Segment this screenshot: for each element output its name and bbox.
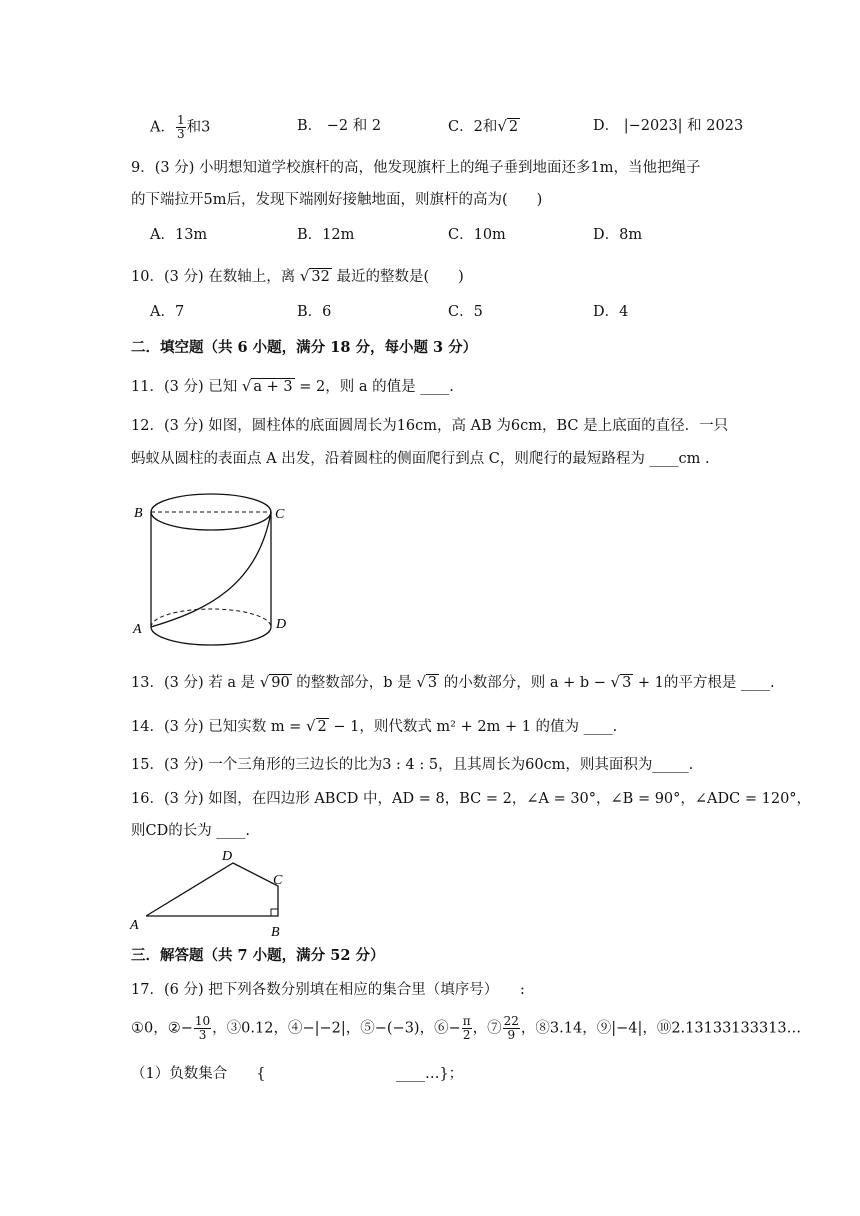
q10-option-c: C．5 bbox=[448, 304, 483, 320]
label-c: C bbox=[275, 507, 285, 522]
q8-option-a: A． $\frac{1}{3}$ 和3 bbox=[150, 113, 211, 141]
cylinder-figure bbox=[128, 490, 298, 660]
q13-stem: 13．(3 分) 若 a 是 √ 90 的整数部分，b 是 √ 3 的小数部分，则 a + b − √ 3 + 1的平方根是 ____. bbox=[131, 673, 775, 691]
q10-stem: 10．(3 分) 在数轴上，离 √ 32 最近的整数是( ) bbox=[131, 267, 464, 285]
q10-option-a: A．7 bbox=[150, 304, 185, 320]
q11-stem: 11．(3 分) 已知 √ a + 3 = 2，则 a 的值是 ____. bbox=[131, 377, 454, 395]
q9-line1: 9．(3 分) 小明想知道学校旗杆的高，他发现旗杆上的绳子垂到地面还多1m，当他把绳子 bbox=[131, 160, 701, 176]
ant-path-curve bbox=[151, 512, 271, 627]
section2-heading: 二．填空题（共 6 小题，满分 18 分，每小题 3 分） bbox=[131, 339, 478, 356]
label-b: B bbox=[134, 506, 143, 521]
cylinder-bottom-back bbox=[151, 609, 271, 627]
q8-option-c: C．2和√ 2 bbox=[448, 117, 519, 135]
q9-option-a: A．13m bbox=[150, 227, 208, 243]
q17-number-list: ①0，②− $\frac{10}{3}$ ，③0.12，④−|−2|，⑤−(−3)，⑥− $\frac{\pi}{2}$ ，⑦ $\frac{22}{9}$ ，⑧3.14，⑨|−4|，⑩2.13133133313… bbox=[131, 1014, 802, 1042]
q9-option-b: B．12m bbox=[297, 227, 355, 243]
cylinder-bottom-front bbox=[151, 627, 271, 645]
label-d: D bbox=[222, 849, 233, 864]
q8-option-b: B． −2 和 2 bbox=[297, 118, 382, 134]
section3-heading: 三．解答题（共 7 小题，满分 52 分） bbox=[131, 947, 385, 964]
label-a: A bbox=[130, 918, 139, 933]
label-c: C bbox=[273, 873, 283, 888]
q9-line2: 的下端拉开5m后，发现下端刚好接触地面，则旗杆的高为( ) bbox=[131, 192, 543, 208]
q12-line1: 12．(3 分) 如图，圆柱体的底面圆周长为16cm，高 AB 为6cm，BC 是上底面的直径．一只 bbox=[131, 418, 729, 434]
q10-option-d: D．4 bbox=[593, 304, 629, 320]
quadrilateral-figure bbox=[128, 846, 298, 938]
label-d: D bbox=[276, 617, 287, 632]
right-angle-mark bbox=[271, 909, 278, 916]
q9-option-c: C．10m bbox=[448, 227, 506, 243]
q17-line1: 17．(6 分) 把下列各数分别填在相应的集合里（填序号） : bbox=[131, 982, 525, 998]
q16-line1: 16．(3 分) 如图，在四边形 ABCD 中，AD = 8，BC = 2，∠A = 30°，∠B = 90°，∠ADC = 120°， bbox=[131, 791, 812, 807]
q12-line2: 蚂蚁从圆柱的表面点 A 出发，沿着圆柱的侧面爬行到点 C，则爬行的最短路程为 ____cm . bbox=[131, 451, 710, 467]
q15-stem: 15．(3 分) 一个三角形的三边长的比为3 : 4 : 5，且其周长为60cm，则其面积为_____. bbox=[131, 757, 694, 773]
q10-option-b: B．6 bbox=[297, 304, 332, 320]
quadrilateral-abcd bbox=[146, 863, 278, 916]
q9-option-d: D．8m bbox=[593, 227, 643, 243]
label-b: B bbox=[271, 925, 280, 938]
q14-stem: 14．(3 分) 已知实数 m = √ 2 − 1，则代数式 m² + 2m + 1 的值为 ____. bbox=[131, 717, 618, 735]
q17-sub1: （1）负数集合 { ____…}； bbox=[131, 1066, 464, 1082]
q16-line2: 则CD的长为 ____. bbox=[131, 823, 250, 839]
label-a: A bbox=[133, 622, 142, 637]
q8-option-d: D． |−2023| 和 2023 bbox=[593, 118, 744, 134]
